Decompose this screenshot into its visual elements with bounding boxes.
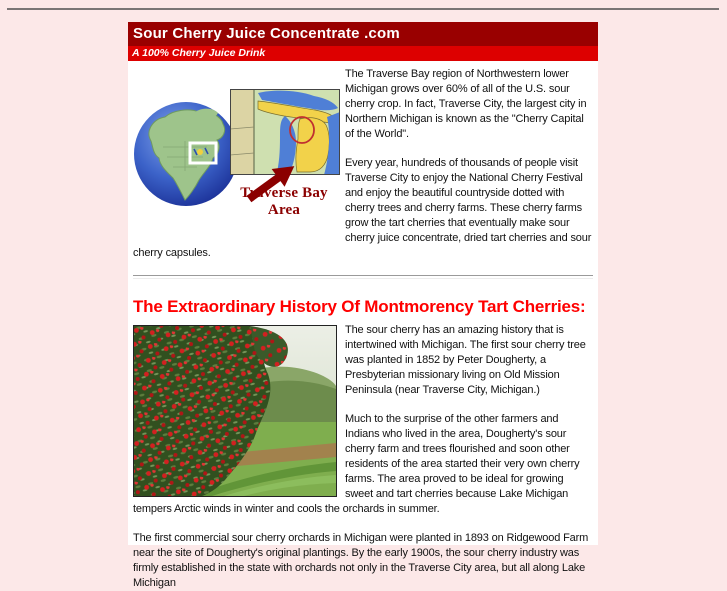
window-top-divider <box>7 8 719 10</box>
history-heading: The Extraordinary History Of Montmorency Tart Cherries: <box>133 297 586 316</box>
section-divider <box>133 275 593 279</box>
map-caption <box>229 185 339 219</box>
history-section <box>133 299 593 591</box>
intro-paragraph-2: Every year, hundreds of thousands of people visit Traverse City to enjoy the National Cherry Festival and enjoy the beautiful countryside dotted with cherry trees and cherry farms. These cherry farms grow the tart cherries that eventually make sour cherry juice concentrate, dried tart cherries and sour cherry capsules. <box>133 157 592 259</box>
history-paragraph-1: The sour cherry has an amazing history that is intertwined with Michigan. The first sour cherry tree was planted in 1852 by Peter Dougherty, a Presbyterian missionary living on Old Mission Peninsula (near Traverse City, Michigan.) <box>345 324 586 396</box>
intro-paragraph-1: The Traverse Bay region of Northwestern lower Michigan grows over 60% of all of the U.S. sour cherry crop. In fact, Traverse City, the largest city in Northern Michigan is known as the "Cherry Capital of the World". <box>345 68 587 140</box>
history-paragraph-2: Much to the surprise of the other farmers and Indians who lived in the area, Dougherty's sour cherry farm and trees flourished and soon other residents of the area started their very own cherry farms. The area proved to be ideal for growing sweet and tart cherries because Lake Michigan tempers Arctic winds in winter and cools the orchards in summer. <box>133 413 580 515</box>
intro-section <box>133 67 593 261</box>
map-caption-line1: Traverse Bay <box>240 185 328 201</box>
history-paragraph-3: The first commercial sour cherry orchards in Michigan were planted in 1893 on Ridgewood Farm near the site of Dougherty's original plantings. By the early 1900s, the sour cherry industry was firmly established in the state with orchards not only in the Traverse City area, but all along Lake Michigan <box>133 532 589 589</box>
site-tagline-bar <box>128 46 598 61</box>
globe-north-america-icon <box>133 101 239 207</box>
traverse-bay-map-figure <box>133 71 339 231</box>
main-column <box>128 22 598 589</box>
map-caption-line2: Area <box>267 202 301 218</box>
site-tagline: A 100% Cherry Juice Drink <box>132 47 266 59</box>
page-content <box>128 67 598 591</box>
site-header-bar <box>128 22 598 46</box>
site-title: Sour Cherry Juice Concentrate .com <box>133 25 400 42</box>
cherry-orchard-photo <box>133 325 337 497</box>
